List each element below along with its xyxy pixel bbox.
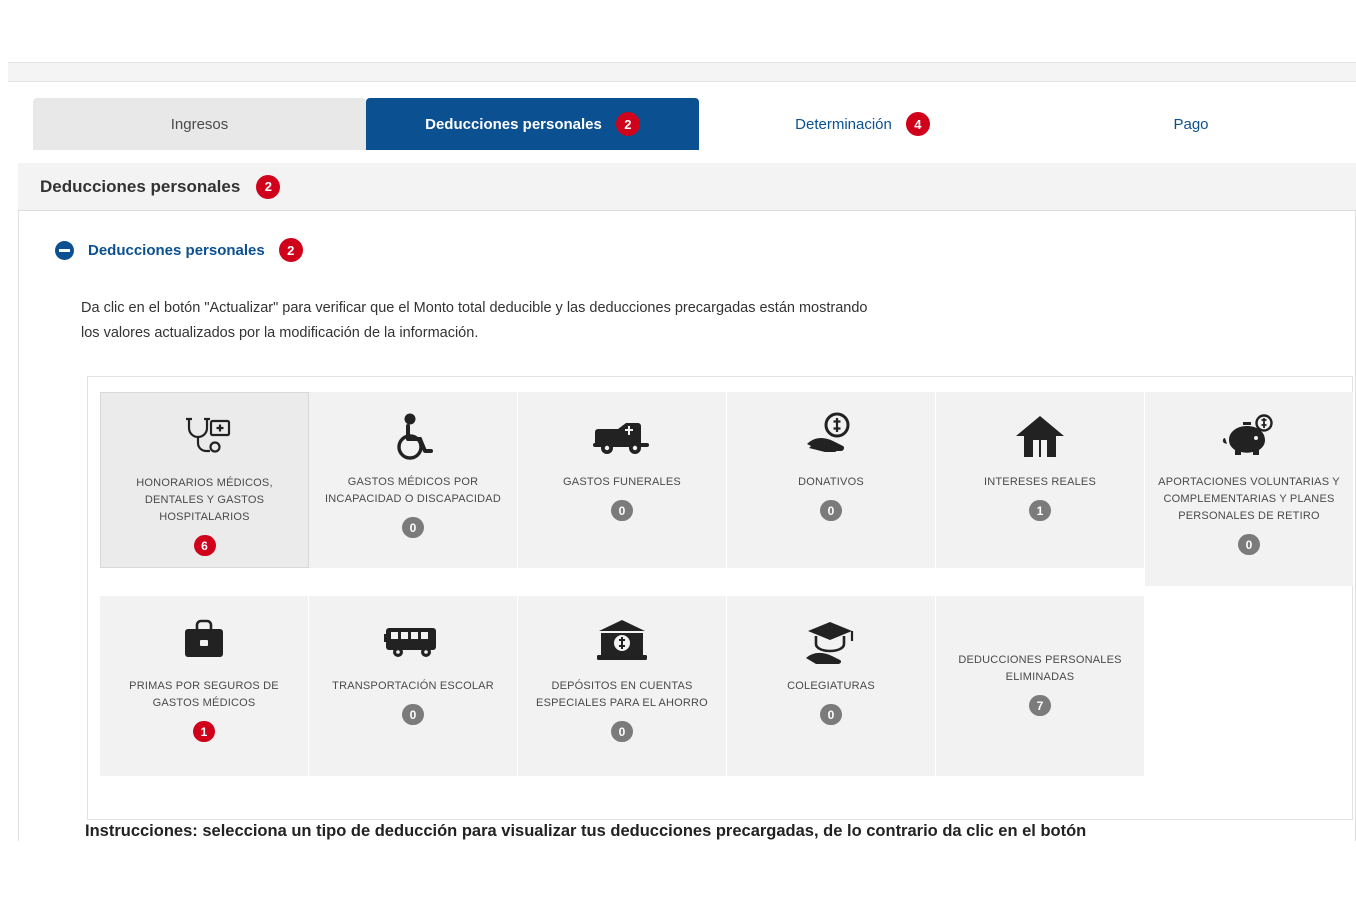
tile-count-wrap — [611, 721, 633, 742]
tile-gastos-medicos-incapacidad[interactable] — [309, 392, 518, 568]
tile-count-badge: 0 — [611, 500, 633, 521]
tile-count-badge: 1 — [1029, 500, 1051, 521]
tile-count-badge: 1 — [193, 721, 215, 742]
tile-donativos[interactable] — [727, 392, 936, 568]
tile-count-badge: 0 — [820, 500, 842, 521]
hand-coin-icon — [805, 408, 857, 466]
top-divider-bar — [8, 62, 1356, 82]
tile-depositos-cuentas-ahorro[interactable] — [518, 596, 727, 776]
tile-label: DONATIVOS — [798, 476, 864, 488]
accordion-label: Deducciones personales — [88, 241, 265, 259]
tab-deducciones-personales[interactable] — [366, 98, 699, 150]
tab-ingresos[interactable] — [33, 98, 366, 150]
page-title: Deducciones personales — [40, 176, 241, 196]
tile-count-wrap — [1029, 500, 1051, 521]
deduction-tile-row-2 — [100, 596, 1145, 776]
tile-count-wrap — [194, 535, 216, 556]
tile-transportacion-escolar[interactable] — [309, 596, 518, 776]
tab-bar — [33, 98, 1356, 150]
tile-count-wrap — [820, 704, 842, 725]
accordion-badge: 2 — [279, 238, 303, 262]
tab-ingresos-label: Ingresos — [170, 115, 229, 133]
section-badge: 2 — [256, 175, 280, 199]
tile-count-badge: 7 — [1029, 695, 1051, 716]
tile-count-badge: 0 — [1238, 534, 1260, 555]
tab-pago[interactable] — [1026, 98, 1356, 150]
hearse-van-icon — [591, 408, 653, 466]
instructions-text: Instrucciones: selecciona un tipo de deducción para visualizar tus deducciones precargadas, de lo contrario da clic en el botón — [85, 822, 1087, 840]
bottom-cutoff-area — [0, 843, 1356, 900]
tile-count-badge: 0 — [402, 517, 424, 538]
tile-count-wrap — [611, 500, 633, 521]
tile-label: GASTOS MÉDICOS POR INCAPACIDAD O DISCAPACIDAD — [325, 476, 501, 506]
section-header — [18, 163, 1356, 211]
tile-label: INTERESES REALES — [983, 476, 1096, 488]
tile-aportaciones-voluntarias[interactable] — [1145, 392, 1354, 586]
minus-circle-icon[interactable] — [55, 241, 74, 260]
tab-deducciones-label: Deducciones personales — [425, 115, 602, 133]
deduction-tiles-frame — [87, 376, 1353, 820]
intro-text — [81, 296, 1181, 346]
graduation-cap-hand-icon — [802, 612, 860, 670]
tile-honorarios-medicos[interactable] — [100, 392, 309, 568]
tile-intereses-reales[interactable] — [936, 392, 1145, 568]
tile-label: GASTOS FUNERALES — [563, 476, 681, 488]
tab-deducciones-badge: 2 — [616, 112, 640, 136]
tab-pago-label: Pago — [1173, 115, 1209, 133]
tile-count-wrap — [402, 517, 424, 538]
tile-deducciones-eliminadas[interactable] — [936, 596, 1145, 776]
tile-label: PRIMAS POR SEGUROS DE GASTOS MÉDICOS — [129, 680, 279, 710]
tab-determinacion-badge: 4 — [906, 112, 930, 136]
bank-dollar-icon — [595, 612, 649, 670]
tab-determinacion[interactable] — [699, 98, 1026, 150]
deduction-tile-row-1 — [100, 392, 1354, 586]
briefcase-icon — [180, 612, 228, 670]
stethoscope-medical-kit-icon — [177, 409, 233, 467]
tile-label: DEDUCCIONES PERSONALES ELIMINADAS — [958, 654, 1122, 684]
top-blank-strip — [0, 0, 1356, 62]
tile-count-wrap — [193, 721, 215, 742]
tile-count-badge: 6 — [194, 535, 216, 556]
tile-label: HONORARIOS MÉDICOS, DENTALES Y GASTOS HOSPITALARIOS — [136, 477, 273, 524]
intro-line-1: Da clic en el botón "Actualizar" para verificar que el Monto total deducible y las deducciones precargadas están mostrando — [81, 300, 868, 316]
tile-primas-seguros-gastos-medicos[interactable] — [100, 596, 309, 776]
tile-gastos-funerales[interactable] — [518, 392, 727, 568]
tile-colegiaturas[interactable] — [727, 596, 936, 776]
piggy-bank-icon — [1221, 408, 1277, 466]
main-panel — [18, 211, 1356, 841]
tile-label: COLEGIATURAS — [787, 680, 875, 692]
tile-count-badge: 0 — [402, 704, 424, 725]
tile-count-wrap — [402, 704, 424, 725]
accordion-header-deducciones[interactable] — [55, 238, 303, 262]
house-icon — [1014, 408, 1066, 466]
tile-count-badge: 0 — [820, 704, 842, 725]
tile-label: DEPÓSITOS EN CUENTAS ESPECIALES PARA EL AHORRO — [536, 680, 708, 710]
tab-determinacion-label: Determinación — [795, 115, 892, 133]
school-bus-icon — [382, 612, 444, 670]
tile-label: APORTACIONES VOLUNTARIAS Y COMPLEMENTARIAS Y PLANES PERSONALES DE RETIRO — [1158, 476, 1340, 523]
tile-count-wrap — [820, 500, 842, 521]
tile-count-wrap — [1238, 534, 1260, 555]
tile-count-badge: 0 — [611, 721, 633, 742]
tile-label: TRANSPORTACIÓN ESCOLAR — [332, 680, 494, 692]
intro-line-2: los valores actualizados por la modificación de la información. — [81, 324, 479, 341]
tile-count-wrap — [1029, 695, 1051, 716]
wheelchair-icon — [390, 408, 436, 466]
